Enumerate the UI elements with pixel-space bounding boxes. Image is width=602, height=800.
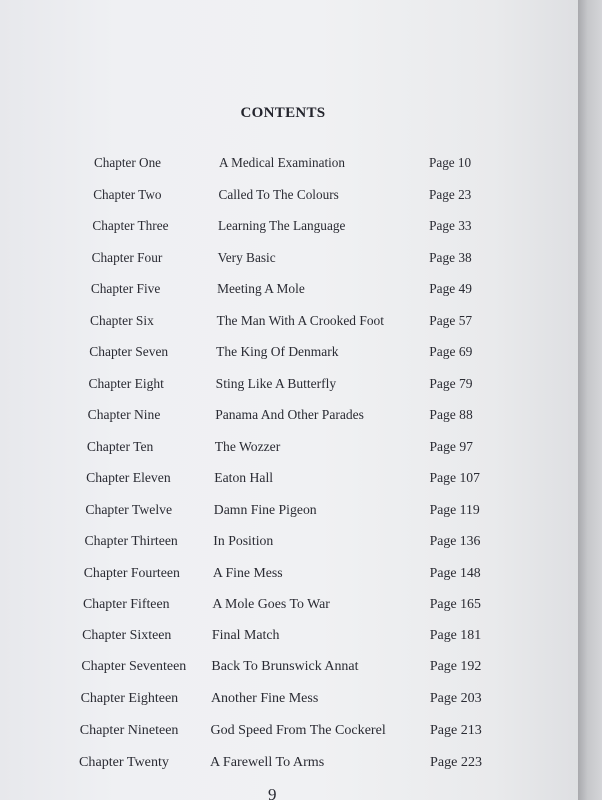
toc-chapter-label: Chapter Eight: [88, 375, 164, 391]
toc-chapter-label: Chapter Six: [90, 312, 154, 328]
toc-chapter-title: The Man With A Crooked Foot: [216, 312, 384, 328]
toc-entry: [93, 187, 513, 209]
toc-entry: [83, 596, 503, 618]
toc-page-ref: Page 213: [429, 722, 482, 739]
toc-chapter-title: Final Match: [211, 627, 280, 643]
toc-chapter-label: Chapter Seventeen: [81, 659, 187, 675]
toc-entry: [86, 470, 506, 492]
toc-chapter-title: Meeting A Mole: [217, 281, 305, 297]
toc-chapter-title: A Farewell To Arms: [210, 754, 325, 770]
toc-chapter-label: Chapter Fourteen: [83, 564, 180, 580]
toc-chapter-title: Panama And Other Parades: [215, 407, 364, 423]
toc-chapter-title: The King Of Denmark: [216, 344, 339, 360]
toc-entry: [87, 439, 507, 461]
toc-chapter-title: In Position: [213, 533, 274, 549]
toc-page-ref: Page 69: [429, 344, 473, 360]
toc-entry: [84, 565, 504, 587]
toc-chapter-label: Chapter Nineteen: [79, 722, 179, 739]
toc-entry: [92, 250, 512, 272]
toc-chapter-title: Back To Brunswick Annat: [211, 659, 359, 675]
toc-page-ref: Page 165: [429, 596, 481, 612]
toc-entry: [88, 376, 508, 398]
toc-chapter-label: Chapter Thirteen: [84, 533, 178, 549]
toc-page-ref: Page 49: [429, 281, 472, 297]
toc-chapter-label: Chapter Fifteen: [82, 596, 170, 612]
toc-page-ref: Page 203: [429, 690, 482, 706]
toc-chapter-label: Chapter Sixteen: [82, 627, 172, 643]
toc-page-ref: Page 136: [429, 533, 481, 549]
toc-chapter-title: Another Fine Mess: [210, 690, 319, 706]
toc-entry: [79, 754, 499, 776]
toc-chapter-title: A Fine Mess: [212, 564, 283, 580]
toc-page-ref: Page 119: [429, 501, 480, 517]
toc-chapter-title: A Mole Goes To War: [212, 596, 330, 612]
toc-page-ref: Page 10: [429, 155, 472, 170]
toc-entry: [89, 344, 509, 366]
toc-chapter-label: Chapter Ten: [86, 438, 154, 454]
toc-chapter-title: The Wozzer: [214, 438, 281, 454]
toc-chapter-label: Chapter Two: [93, 186, 162, 202]
toc-chapter-title: Eaton Hall: [214, 470, 274, 486]
toc-page-ref: Page 181: [429, 627, 482, 643]
toc-chapter-label: Chapter Seven: [89, 344, 169, 360]
toc-chapter-label: Chapter Eighteen: [80, 690, 179, 706]
toc-chapter-label: Chapter Twelve: [85, 501, 173, 517]
toc-page-ref: Page 38: [429, 249, 472, 265]
toc-entry: [85, 533, 505, 555]
toc-page-ref: Page 23: [429, 186, 472, 202]
toc-entry: [81, 659, 501, 681]
toc-entry: [85, 502, 505, 524]
toc-page-ref: Page 57: [429, 312, 473, 328]
toc-entry: [90, 313, 510, 335]
contents-heading: CONTENTS: [240, 105, 326, 121]
toc-entry: [92, 218, 512, 240]
toc-chapter-title: Sting Like A Butterfly: [215, 375, 337, 391]
toc-chapter-label: Chapter Five: [90, 281, 161, 297]
toc-chapter-label: Chapter Four: [91, 249, 163, 265]
toc-chapter-title: Learning The Language: [218, 218, 346, 234]
toc-page-ref: Page 148: [429, 564, 481, 580]
toc-chapter-label: Chapter Three: [92, 218, 169, 234]
toc-chapter-title: Damn Fine Pigeon: [213, 501, 317, 517]
toc-entry: [81, 691, 501, 713]
page-number: 9: [268, 785, 277, 800]
toc-entry: [91, 281, 511, 303]
toc-page-ref: Page 223: [430, 754, 483, 770]
toc-chapter-title: A Medical Examination: [219, 155, 345, 170]
toc-chapter-label: Chapter Nine: [87, 407, 161, 423]
toc-entry: [88, 407, 508, 429]
toc-chapter-title: Called To The Colours: [218, 186, 339, 202]
toc-chapter-title: Very Basic: [217, 249, 276, 265]
toc-page-ref: Page 33: [429, 218, 472, 234]
toc-page-ref: Page 107: [429, 470, 480, 486]
toc-page-ref: Page 97: [429, 438, 473, 454]
toc-chapter-label: Chapter One: [94, 155, 162, 170]
page-edge-shadow: [578, 0, 602, 800]
toc-chapter-title: God Speed From The Cockerel: [210, 722, 386, 739]
toc-page-ref: Page 79: [429, 375, 473, 391]
toc-entry: [80, 722, 500, 744]
toc-chapter-label: Chapter Twenty: [79, 754, 169, 770]
toc-entry: [82, 628, 502, 650]
toc-chapter-label: Chapter Eleven: [86, 470, 171, 486]
toc-page-ref: Page 192: [429, 659, 482, 675]
toc-entry: [94, 155, 514, 177]
toc-page-ref: Page 88: [429, 407, 473, 423]
